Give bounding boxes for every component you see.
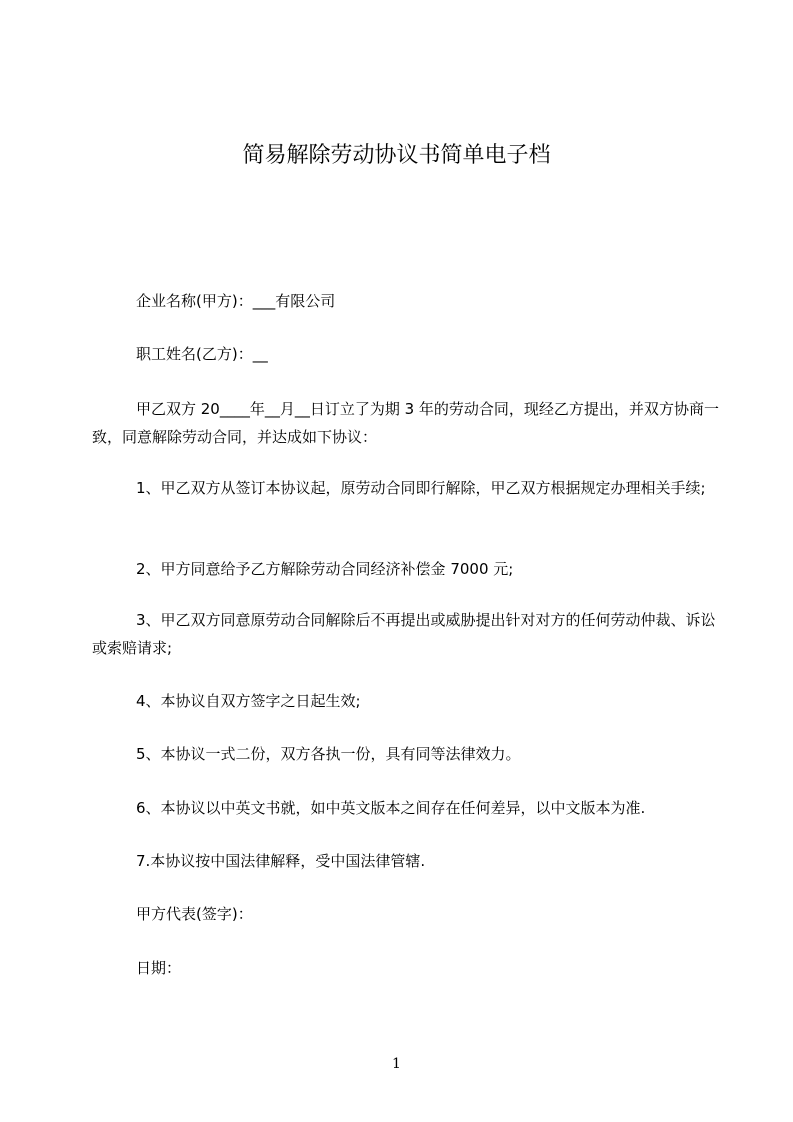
signature-line: 甲方代表(签字)： [136,905,253,923]
page-number: 1 [392,1056,401,1072]
intro-paragraph: 甲乙双方 20____年__月__日订立了为期 3 年的劳动合同，现经乙方提出，并双方协商一致，同意解除劳动合同，并达成如下协议： [92,400,719,446]
company-line: 企业名称(甲方)：___有限公司 [136,292,336,310]
clause-1: 1、甲乙双方从签订本协议起，原劳动合同即行解除，甲乙双方根据规定办理相关手续; [136,479,706,497]
document-title: 简易解除劳动协议书简单电子档 [242,143,551,168]
clause-6: 6、本协议以中英文书就，如中英文版本之间存在任何差异，以中文版本为准. [136,799,646,817]
clause-2: 2、甲方同意给予乙方解除劳动合同经济补偿金 7000 元; [136,560,514,578]
clause-7: 7.本协议按中国法律解释，受中国法律管辖. [136,852,426,870]
clause-3: 3、甲乙双方同意原劳动合同解除后不再提出或威胁提出针对对方的任何劳动仲裁、诉讼或索赔请求; [92,611,716,657]
clause-5: 5、本协议一式二份，双方各执一份，具有同等法律效力。 [136,745,521,763]
employee-line: 职工姓名(乙方)：__ [136,345,268,363]
clause-4: 4、本协议自双方签字之日起生效; [136,692,361,710]
date-line: 日期： [136,959,182,977]
